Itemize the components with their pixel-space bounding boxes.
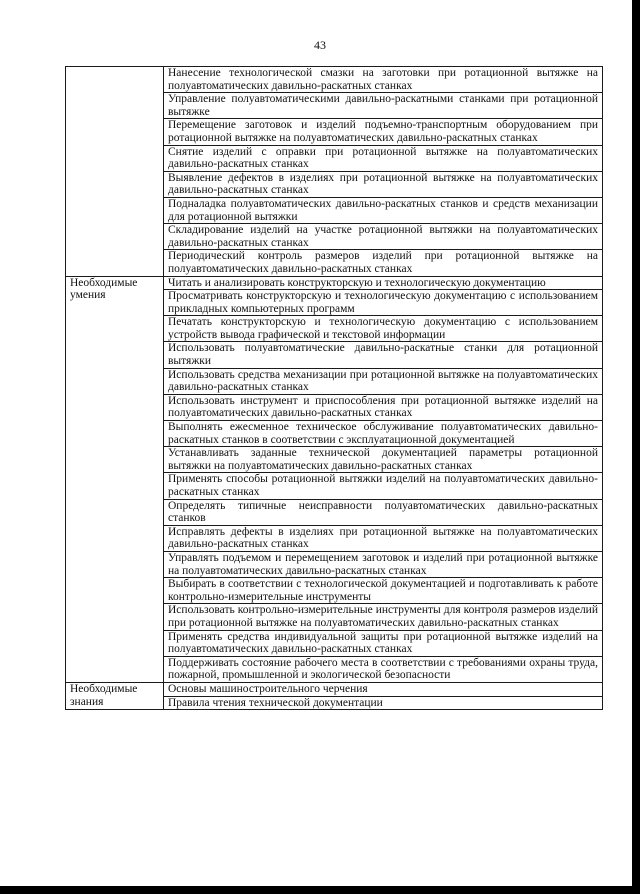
item-text: Применять способы ротационной вытяжки изделий на полуавтоматических давильно-раскатных станках — [168, 473, 598, 498]
item-cell — [164, 447, 603, 473]
item-cell — [164, 682, 603, 696]
section-label-cell — [66, 67, 164, 277]
item-text: Печатать конструкторскую и технологическую документацию с использованием устройств вывода графической и текстовой информации — [168, 316, 598, 341]
item-cell — [164, 224, 603, 250]
item-text: Основы машиностроительного черчения — [168, 682, 368, 695]
requirements-table — [65, 66, 603, 710]
section-label: Необходимые знания — [70, 682, 138, 708]
item-cell — [164, 604, 603, 630]
item-cell — [164, 368, 603, 394]
item-cell — [164, 578, 603, 604]
section-label: Необходимые умения — [70, 276, 138, 302]
item-text: Выявление дефектов в изделиях при ротационной вытяжке на полуавтоматических давильно-раскатных станках — [168, 171, 598, 197]
item-cell — [164, 394, 603, 420]
table-row — [66, 67, 603, 93]
item-cell — [164, 290, 603, 316]
item-text: Управлять подъемом и перемещением заготовок и изделий при ротационной вытяжке на полуавтоматических давильно-раскатных станках — [168, 551, 598, 577]
scan-edge-bottom — [0, 886, 640, 894]
item-text: Просматривать конструкторскую и технологическую документацию с использованием прикладных компьютерных программ — [168, 290, 598, 315]
item-cell — [164, 316, 603, 342]
item-text: Определять типичные неисправности полуавтоматических давильно-раскатных станков — [168, 499, 598, 525]
item-text: Складирование изделий на участке ротационной вытяжки на полуавтоматических давильно-раскатных станках — [168, 224, 598, 249]
item-text: Использовать инструмент и приспособления при ротационной вытяжке изделий на полуавтоматических давильно-раскатных станках — [168, 394, 598, 420]
item-text: Периодический контроль размеров изделий при ротационной вытяжке на полуавтоматических давильно-раскатных станках — [168, 250, 598, 275]
section-label-cell — [66, 682, 164, 709]
item-text: Исправлять дефекты в изделиях при ротационной вытяжке на полуавтоматических давильно-раскатных станках — [168, 525, 598, 551]
item-text: Читать и анализировать конструкторскую и технологическую документацию — [168, 276, 546, 289]
item-cell — [164, 473, 603, 499]
item-cell — [164, 93, 603, 119]
item-cell — [164, 119, 603, 145]
item-text: Использовать полуавтоматические давильно-раскатные станки для ротационной вытяжки — [168, 342, 598, 368]
item-text: Использовать средства механизации при ротационной вытяжке на полуавтоматических давильно-раскатных станках — [168, 368, 598, 394]
item-cell — [164, 656, 603, 682]
item-text: Правила чтения технической документации — [168, 696, 383, 709]
item-cell — [164, 696, 603, 710]
item-cell — [164, 276, 603, 290]
item-text: Подналадка полуавтоматических давильно-раскатных станков и средств механизации для ротационной вытяжки — [168, 197, 598, 223]
item-cell — [164, 342, 603, 368]
item-text: Управление полуавтоматическими давильно-раскатными станками при ротационной вытяжке — [168, 93, 598, 118]
item-cell — [164, 197, 603, 223]
item-text: Перемещение заготовок и изделий подъемно-транспортным оборудованием при ротационной вытяжке на полуавтоматических давильно-раскатных станках — [168, 119, 598, 144]
item-cell — [164, 250, 603, 276]
item-text: Выбирать в соответствии с технологической документацией и подготавливать к работе контрольно-измерительные инструменты — [168, 578, 598, 603]
item-cell — [164, 67, 603, 93]
item-text: Выполнять ежесменное техническое обслуживание полуавтоматических давильно-раскатных станков в соответствии с эксплуатационной документацией — [168, 421, 598, 446]
scan-edge-right — [632, 0, 640, 894]
item-text: Устанавливать заданные технической документацией параметры ротационной вытяжки на полуавтоматических давильно-раскатных станках — [168, 447, 598, 472]
item-cell — [164, 145, 603, 171]
item-cell — [164, 171, 603, 197]
item-cell — [164, 630, 603, 656]
item-cell — [164, 525, 603, 551]
item-text: Применять средства индивидуальной защиты при ротационной вытяжке изделий на полуавтоматических давильно-раскатных станках — [168, 630, 598, 656]
table-row — [66, 682, 603, 696]
item-text: Использовать контрольно-измерительные инструменты для контроля размеров изделий при ротационной вытяжке на полуавтоматических давильно-раскатных станках — [168, 604, 598, 629]
item-cell — [164, 421, 603, 447]
item-cell — [164, 499, 603, 525]
table-row — [66, 276, 603, 290]
item-cell — [164, 551, 603, 577]
section-label-cell — [66, 276, 164, 682]
item-text: Снятие изделий с оправки при ротационной вытяжке на полуавтоматических давильно-раскатных станках — [168, 145, 598, 171]
item-text: Нанесение технологической смазки на заготовки при ротационной вытяжке на полуавтоматических давильно-раскатных станках — [168, 67, 598, 92]
page-number: 43 — [314, 38, 326, 52]
item-text: Поддерживать состояние рабочего места в соответствии с требованиями охраны труда, пожарной, промышленной и экологической безопасности — [168, 656, 598, 682]
